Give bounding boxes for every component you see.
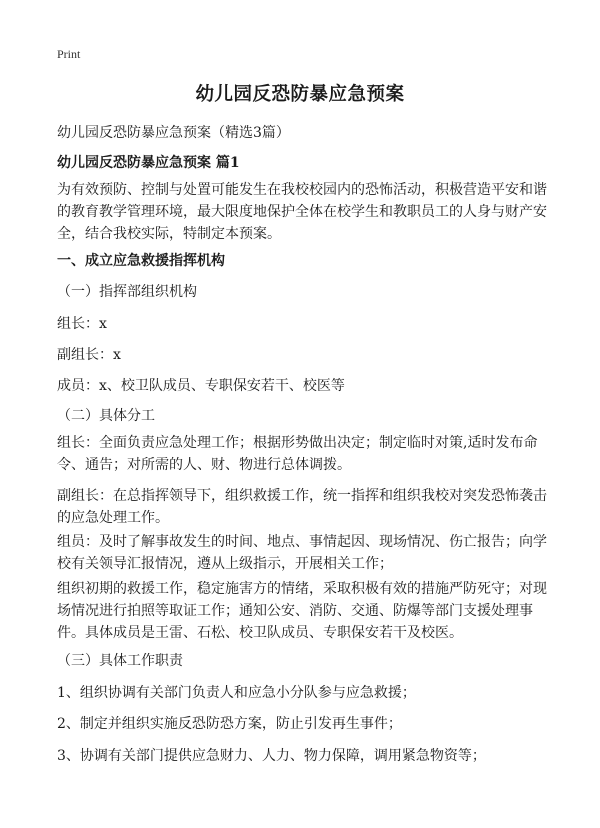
responsibility-item-2: 2、制定并组织实施反恐防恐方案，防止引发再生事件； [57,716,402,732]
document-title: 幼儿园反恐防暴应急预案 [195,84,405,105]
deputy-leader-line: 副组长：x [57,347,121,363]
intro-paragraph: 为有效预防、控制与处置可能发生在我校校园内的恐怖活动，积极营造平安和谐的教育教学管理环境，最大限度地保护全体在校学生和教职员工的人身与财产安全，结合我校实际，特制定本预案。 [57,182,547,242]
leader-duty-paragraph: 组长：全面负责应急处理工作；根据形势做出决定；制定临时对策,适时发布命令、通告；对所需的人、财、物进行总体调拨。 [57,435,538,473]
subheading-responsibilities: （三）具体工作职责 [57,653,183,669]
heading-command-structure: 一、成立应急救援指挥机构 [57,253,225,269]
deputy-duty-paragraph: 副组长：在总指挥领导下，组织救援工作，统一指挥和组织我校对突发恐怖袭击的应急处理工作。 [57,488,547,526]
leader-line: 组长：x [57,316,107,332]
responsibility-item-3: 3、协调有关部门提供应急财力、人力、物力保障，调用紧急物资等； [57,748,486,764]
document-subtitle: 幼儿园反恐防暴应急预案（精选3篇） [57,125,290,141]
responsibility-item-1: 1、组织协调有关部门负责人和应急小分队参与应急救援； [57,685,416,701]
initial-rescue-paragraph: 组织初期的救援工作，稳定施害方的情绪，采取积极有效的措施严防死守；对现场情况进行拍照等取证工作；通知公安、消防、交通、防爆等部门支援处理事件。具体成员是王雷、石松、校卫队成员、专职保安若干及校医。 [57,581,547,641]
print-label: Print [57,47,81,61]
members-duty-paragraph: 组员：及时了解事故发生的时间、地点、事情起因、现场情况、伤亡报告；向学校有关领导汇报情况，遵从上级指示，开展相关工作； [57,534,547,572]
subheading-organization: （一）指挥部组织机构 [57,284,197,300]
members-line: 成员：x、校卫队成员、专职保安若干、校医等 [57,378,345,394]
subheading-division: （二）具体分工 [57,408,155,424]
section-title: 幼儿园反恐防暴应急预案 篇1 [57,155,240,171]
